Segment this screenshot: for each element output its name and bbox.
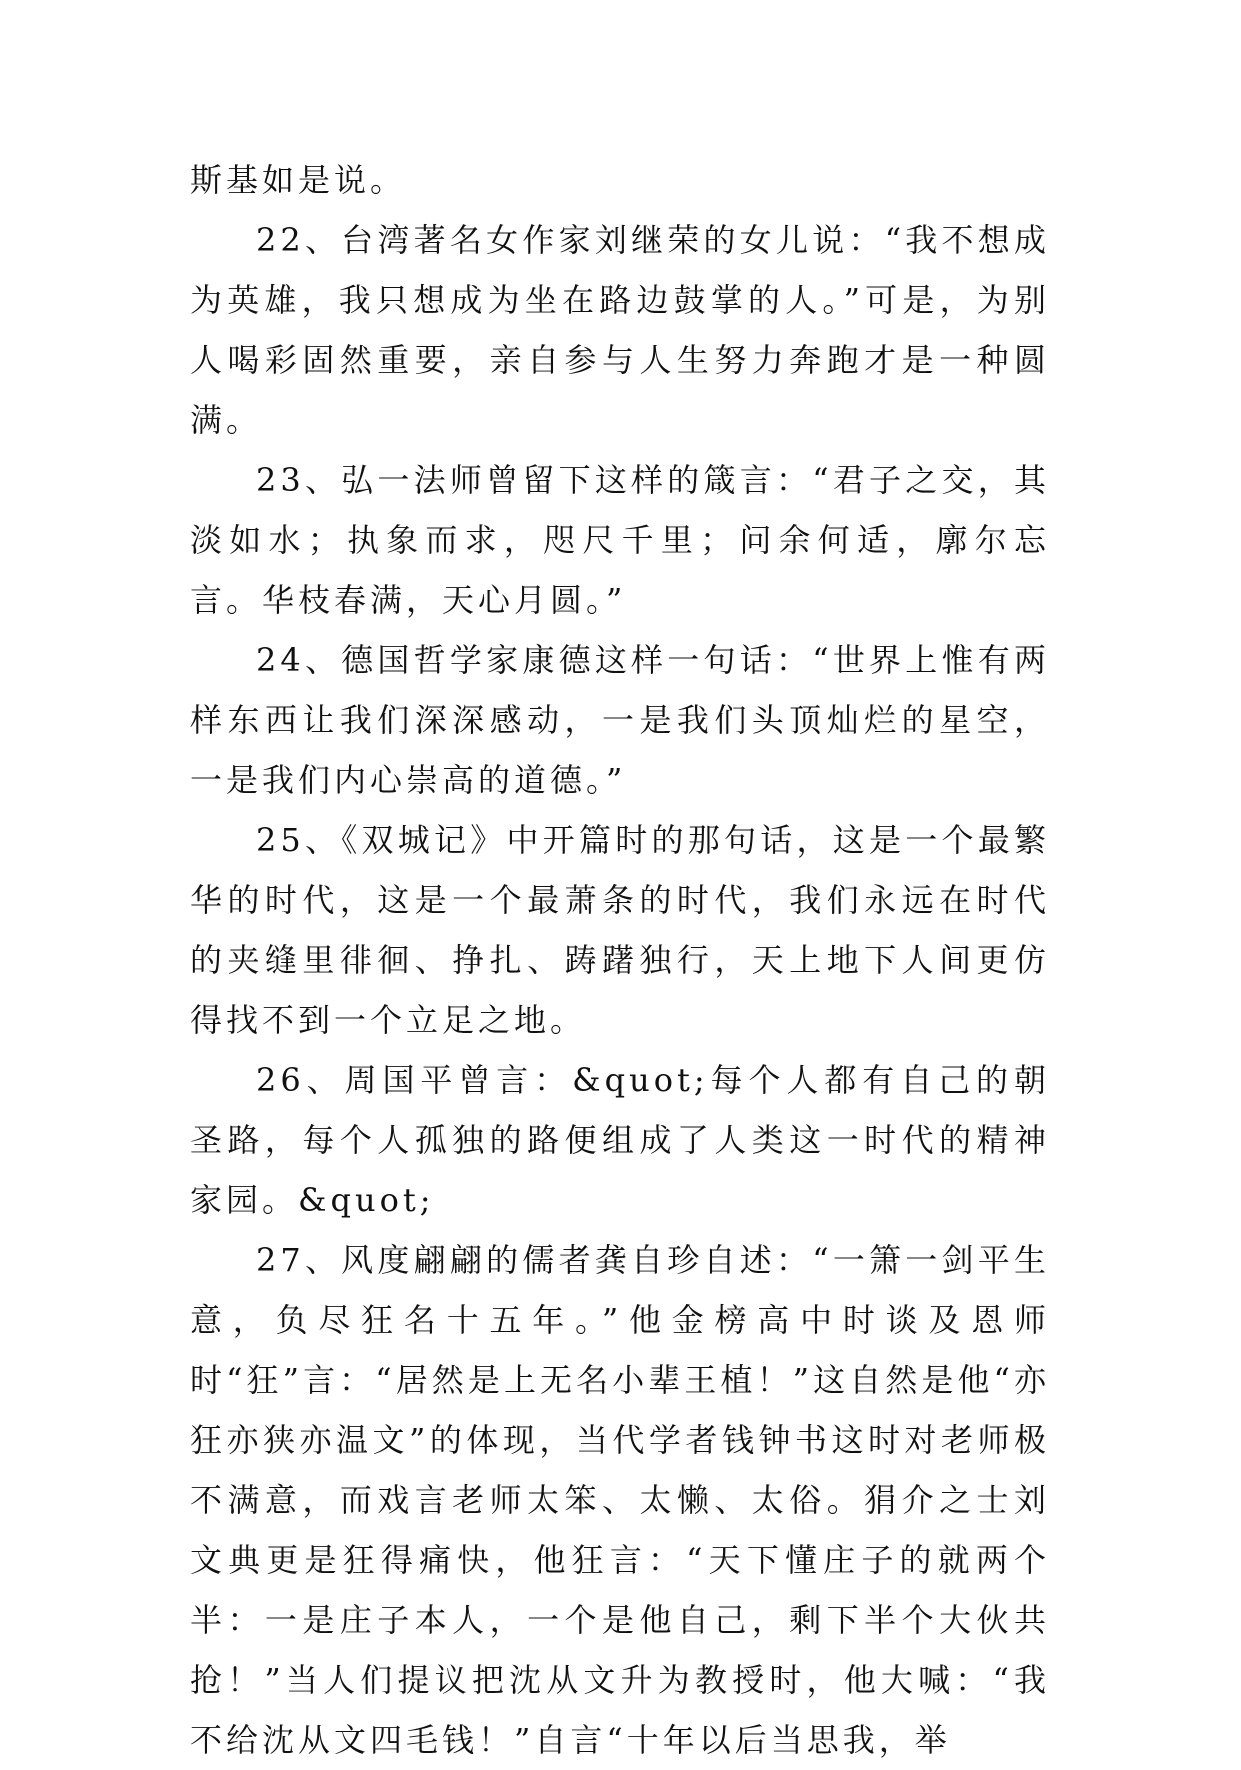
paragraph-quote-26: 26、周国平曾言：&quot;每个人都有自己的朝圣路，每个人孤独的路便组成了人类这一时代的精神家园。&quot; xyxy=(190,1061,1050,1219)
paragraph-quote-25: 25、《双城记》中开篇时的那句话，这是一个最繁华的时代，这是一个最萧条的时代，我们永远在时代的夹缝里徘徊、挣扎、踌躇独行，天上地下人间更仿得找不到一个立足之地。 xyxy=(190,821,1050,1039)
paragraph-continuation: 斯基如是说。 xyxy=(190,161,407,199)
paragraph-quote-23: 23、弘一法师曾留下这样的箴言：“君子之交，其淡如水；执象而求，咫尺千里；问余何适，廓尔忘言。华枝春满，天心月圆。” xyxy=(190,461,1050,619)
document-body xyxy=(190,150,1050,1770)
paragraph-quote-27: 27、风度翩翩的儒者龚自珍自述：“一箫一剑平生意，负尽狂名十五年。”他金榜高中时谈及恩师时“狂”言：“居然是上无名小辈王植！”这自然是他“亦狂亦狭亦温文”的体现，当代学者钱钟书这时对老师极不满意，而戏言老师太笨、太懒、太俗。狷介之士刘文典更是狂得痛快，他狂言：“天下懂庄子的就两个半：一是庄子本人，一个是他自己，剩下半个大伙共抢！”当人们提议把沈从文升为教授时，他大喊：“我不给沈从文四毛钱！”自言“十年以后当思我，举 xyxy=(190,1241,1050,1759)
paragraph-quote-24: 24、德国哲学家康德这样一句话：“世界上惟有两样东西让我们深深感动，一是我们头顶灿烂的星空，一是我们内心崇高的道德。” xyxy=(190,641,1050,799)
paragraph-quote-22: 22、台湾著名女作家刘继荣的女儿说：“我不想成为英雄，我只想成为坐在路边鼓掌的人。”可是，为别人喝彩固然重要，亲自参与人生努力奔跑才是一种圆满。 xyxy=(190,221,1050,439)
